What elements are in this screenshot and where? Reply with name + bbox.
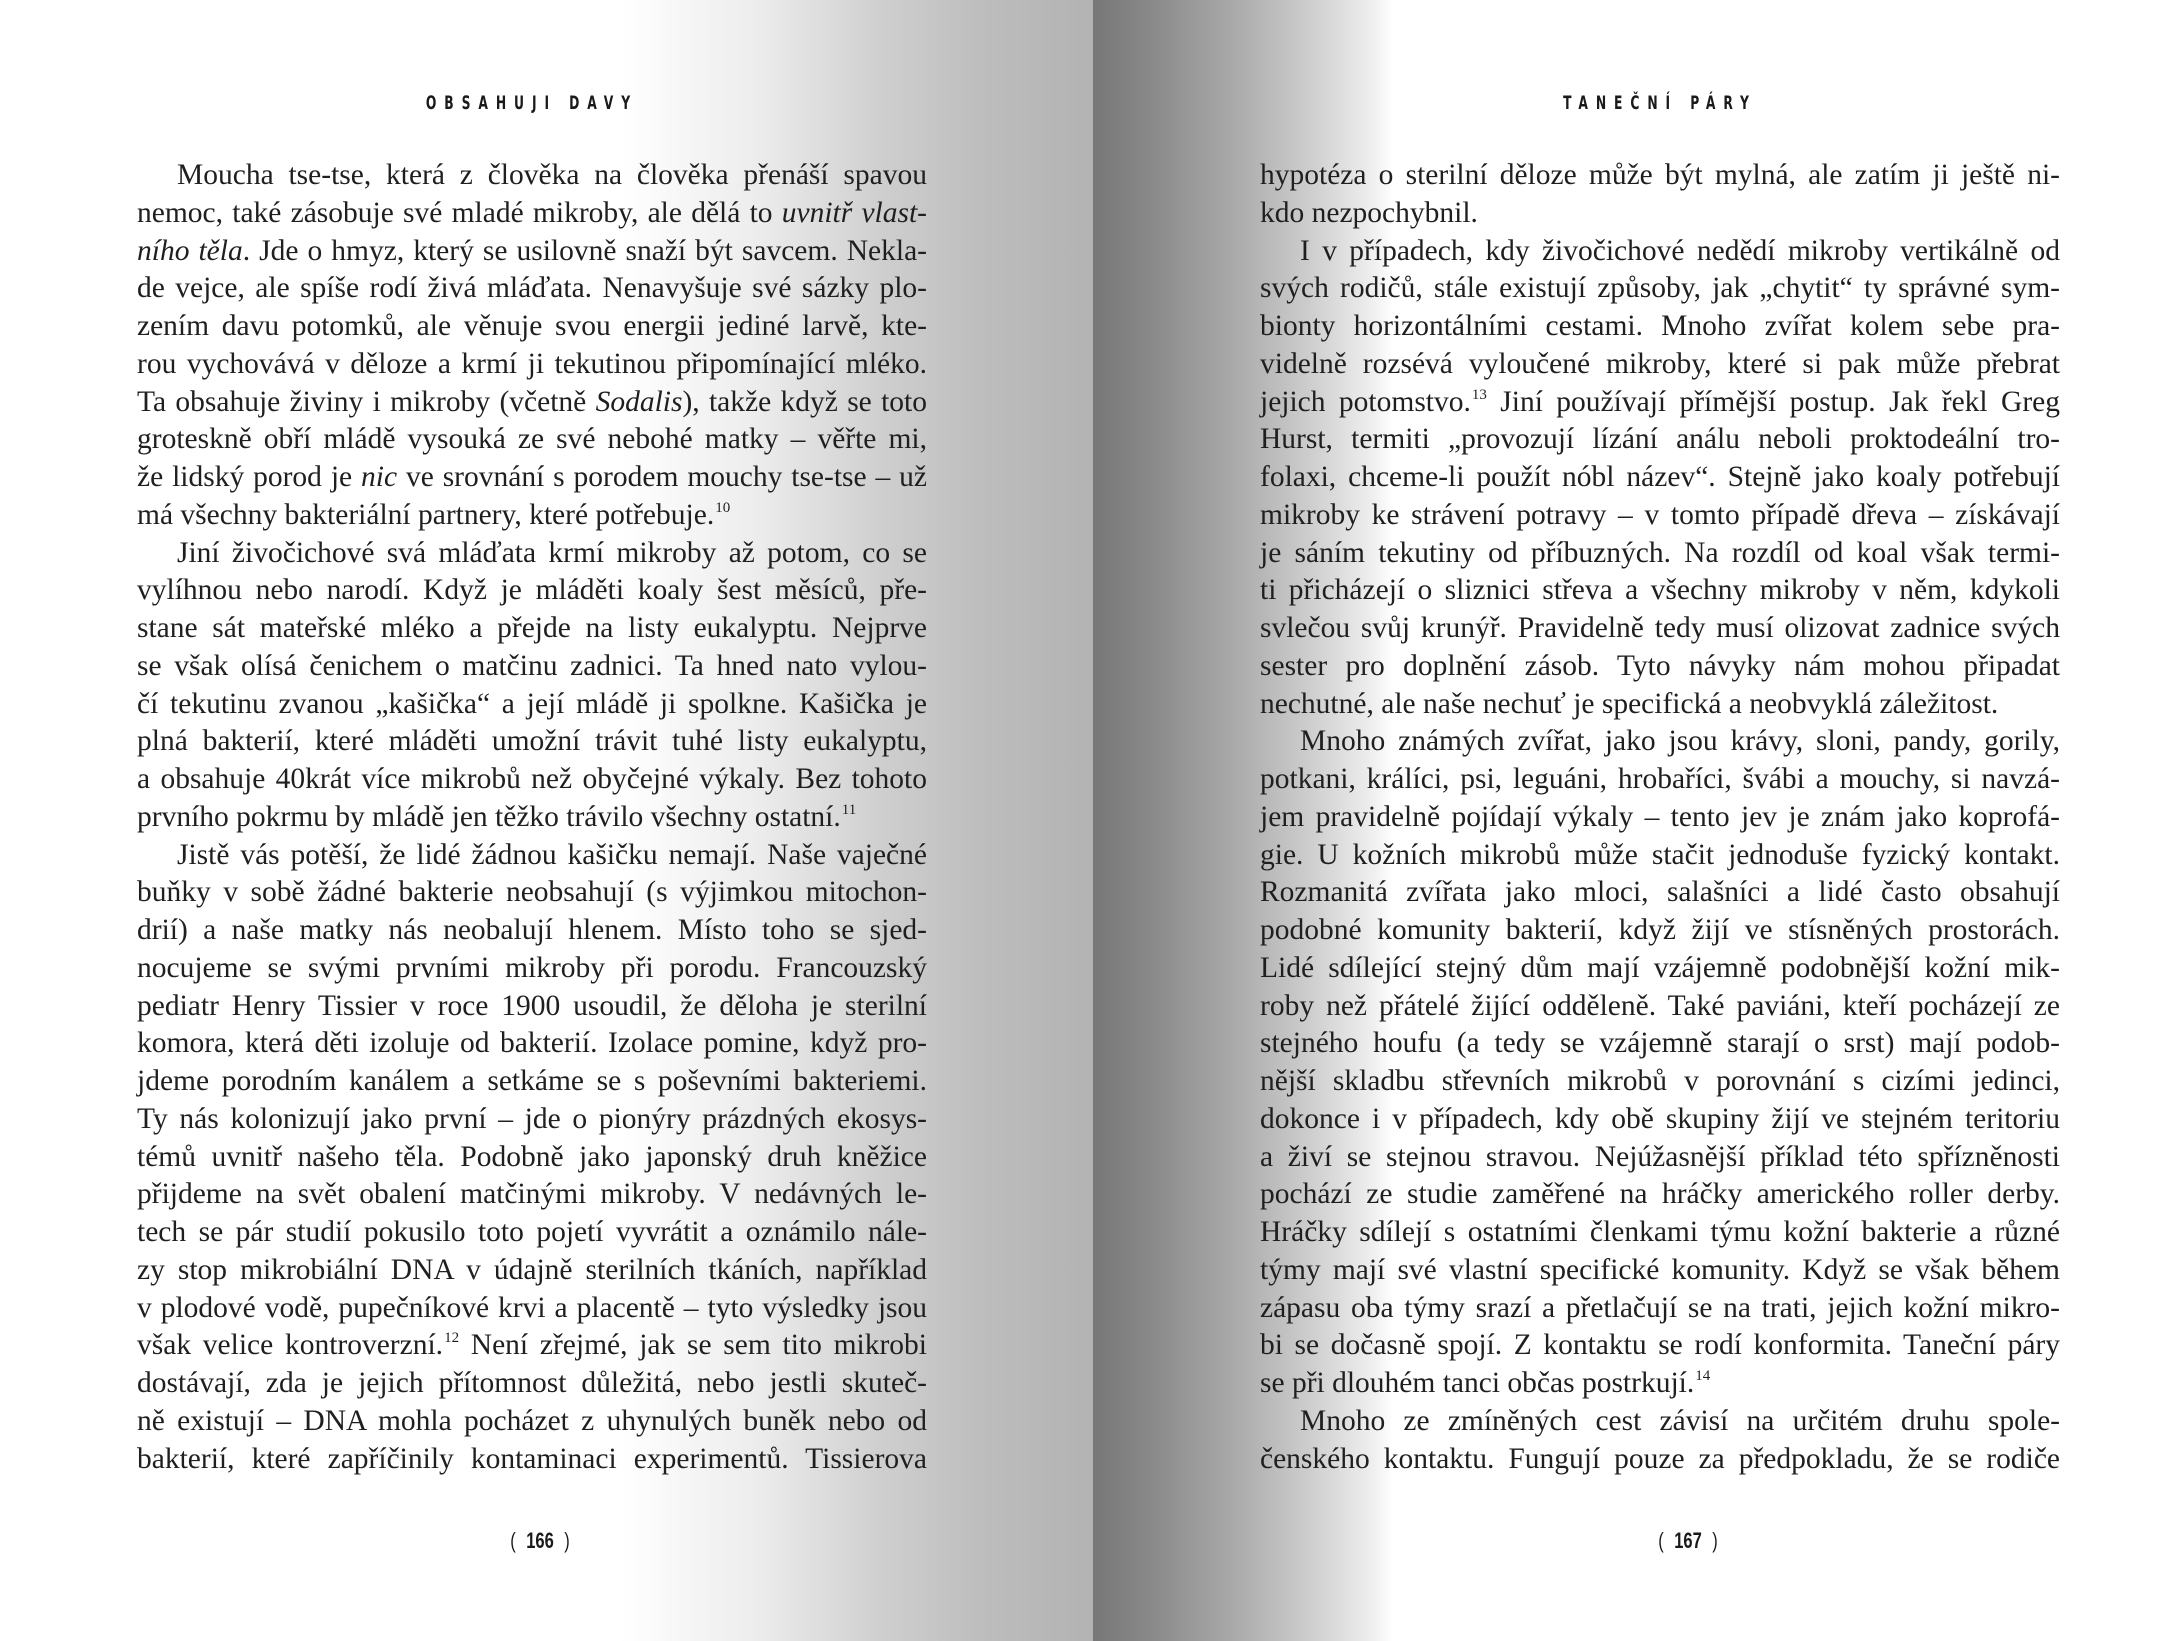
text-line: [1260, 1327, 2060, 1365]
text-segment: zením davu potomků, ale věnuje svou energii jediné larvě, kte-: [137, 310, 927, 342]
text-line: [137, 1403, 927, 1441]
text-segment: stejného houfu (a tedy se vzájemně starají o srst) mají podob-: [1260, 1027, 2060, 1060]
text-line: [137, 723, 927, 761]
text-segment: svých rodičů, stále existují způsoby, jak „chytit“ ty správné sym-: [1260, 272, 2060, 305]
text-segment: Ta obsahuje živiny i mikroby (včetně: [137, 385, 596, 418]
text-line: [1260, 1063, 2060, 1101]
text-segment: však velice kontroverzní.: [137, 1329, 444, 1362]
text-line: [137, 1025, 927, 1063]
running-head-left: OBSAHUJI DAVY: [425, 92, 639, 114]
text-segment: má všechny bakteriální partnery, které potřebuje.: [137, 498, 715, 531]
text-line: [137, 610, 927, 648]
footnote-ref: 10: [715, 499, 731, 516]
text-segment: folaxi, chceme-li použít nóbl název“. Stejně jako koaly potřebují: [1260, 461, 2060, 493]
text-segment: že lidský porod je: [137, 461, 362, 493]
text-segment: Jistě vás potěší, že lidé žádnou kašičku nemají. Naše vaječné: [177, 838, 927, 871]
text-segment: jdeme porodním kanálem a setkáme se s poševními bakteriemi.: [137, 1065, 927, 1097]
text-line: [137, 1063, 927, 1101]
text-segment: čí tekutinu zvanou „kašička“ a její mládě ji spolkne. Kašička je: [137, 687, 927, 720]
text-line: [137, 988, 927, 1026]
text-segment: kdo nezpochybnil.: [1260, 196, 1478, 229]
text-segment: Hráčky sdílejí s ostatními členkami týmu kožní bakterie a různé: [1260, 1216, 2060, 1248]
text-segment: Není zřejmé, jak se sem tito mikrobi: [459, 1329, 927, 1362]
text-line: [137, 308, 927, 346]
text-segment: Moucha tse-tse, která z člověka na člověka přenáší spavou: [177, 159, 927, 191]
text-line: [1260, 384, 2060, 422]
text-segment: svlečou svůj krunýř. Pravidelně tedy musí olizovat zadnice svých: [1260, 612, 2060, 644]
text-line: [137, 837, 927, 875]
text-segment: nechutné, ale naše nechuť je specifická a neobvyklá záležitost.: [1260, 687, 1999, 720]
text-segment: stane sát mateřské mléko a přejde na listy eukalyptu. Nejprve: [137, 612, 927, 644]
text-segment: nější skladbu střevních mikrobů v porovnání s cizími jedinci,: [1260, 1065, 2060, 1097]
text-segment: ), takže když se toto: [682, 385, 927, 418]
text-segment: dokonce i v případech, kdy obě skupiny žijí ve stejném teritoriu: [1260, 1102, 2060, 1135]
text-segment: videlně rozsévá vyloučené mikroby, které si pak může přebrat: [1260, 347, 2060, 380]
text-line: [1260, 837, 2060, 875]
text-line: [1260, 686, 2060, 724]
text-line: [1260, 1214, 2060, 1252]
italic-text: ního těla: [137, 234, 243, 267]
text-line: [137, 1327, 927, 1365]
text-line: [1260, 874, 2060, 912]
page-number-left: [465, 1528, 615, 1554]
text-segment: Ty nás kolonizují jako první – jde o pionýry prázdných ekosys-: [137, 1102, 927, 1135]
text-segment: vylíhnou nebo narodí. Když je mláděti koaly šest měsíců, pře-: [137, 574, 927, 607]
text-segment: zy stop mikrobiální DNA v údajně sterilních tkáních, například: [137, 1253, 927, 1286]
text-line: [137, 421, 927, 459]
text-line: [137, 1101, 927, 1139]
text-segment: hypotéza o sterilní děloze může být mylná, ale zatím ji ještě ni-: [1260, 159, 2060, 191]
text-segment: nemoc, také zásobuje své mladé mikroby, ale dělá to: [137, 196, 782, 229]
text-line: [1260, 1252, 2060, 1290]
text-line: [1260, 1290, 2060, 1328]
text-line: [1260, 497, 2060, 535]
italic-text: uvnitř vlast-: [781, 196, 927, 229]
text-segment: drií) a naše matky nás neobalují hlenem. Místo toho se sjed-: [137, 914, 927, 946]
text-line: [1260, 648, 2060, 686]
text-line: [137, 1252, 927, 1290]
text-line: [1260, 233, 2060, 271]
text-line: [1260, 610, 2060, 648]
text-line: [1260, 346, 2060, 384]
text-segment: čenského kontaktu. Fungují pouze za předpokladu, že se rodiče: [1260, 1442, 2060, 1475]
text-segment: groteskně obří mládě vysouká ze své nebohé matky – věřte mi,: [137, 423, 927, 456]
text-segment: roby než přátelé žijící odděleně. Také paviáni, kteří pocházejí ze: [1260, 989, 2060, 1022]
folio-bracket-close: ): [564, 1528, 570, 1553]
footnote-ref: 12: [444, 1330, 460, 1347]
text-segment: zápasu oba týmy srazí a přetlačují se na trati, jejich kožní mikro-: [1260, 1291, 2060, 1324]
text-line: [137, 233, 927, 271]
text-segment: Jiní živočichové svá mláďata krmí mikroby až potom, co se: [177, 536, 927, 569]
text-line: [137, 1139, 927, 1177]
text-segment: Mnoho známých zvířat, jako jsou krávy, sloni, pandy, gorily,: [1300, 725, 2060, 758]
text-segment: přijdeme na svět obalení matčinými mikroby. V nedávných le-: [137, 1178, 927, 1211]
text-line: [137, 1214, 927, 1252]
body-text-right: [1260, 157, 2060, 1478]
text-line: [1260, 195, 2060, 233]
body-text-left: [137, 157, 927, 1478]
text-segment: rou vychovává v děloze a krmí ji tekutinou připomínající mléko.: [137, 347, 927, 380]
folio-bracket-open: (: [510, 1528, 516, 1553]
text-line: [1260, 270, 2060, 308]
text-line: [137, 157, 927, 195]
text-line: [137, 648, 927, 686]
text-segment: týmy mají své vlastní specifické komunity. Když se však během: [1260, 1253, 2060, 1286]
footnote-ref: 13: [1471, 386, 1487, 403]
text-segment: témů uvnitř našeho těla. Podobně jako japonský druh kněžice: [137, 1140, 927, 1173]
text-line: [1260, 1441, 2060, 1479]
text-segment: ti přicházejí o sliznici střeva a všechny mikroby v něm, kdykoli: [1260, 574, 2060, 607]
text-line: [137, 1176, 927, 1214]
text-line: [137, 535, 927, 573]
text-line: [1260, 1403, 2060, 1441]
text-line: [137, 497, 927, 535]
text-line: [1260, 421, 2060, 459]
text-segment: jem pravidelně pojídají výkaly – tento jev je znám jako koprofá-: [1260, 800, 2060, 833]
text-segment: komora, která děti izoluje od bakterií. Izolace pomine, když pro-: [137, 1027, 927, 1060]
text-line: [1260, 572, 2060, 610]
text-line: [137, 459, 927, 497]
running-head-right: TANEČNÍ PÁRY: [1563, 92, 1757, 114]
text-line: [137, 950, 927, 988]
text-line: [1260, 912, 2060, 950]
text-segment: ve srovnání s porodem mouchy tse-tse – už: [397, 461, 927, 493]
text-line: [1260, 950, 2060, 988]
text-segment: Lidé sdílející stejný dům mají vzájemně podobnější kožní mik-: [1260, 951, 2060, 984]
text-line: [137, 270, 927, 308]
text-line: [1260, 459, 2060, 497]
text-line: [1260, 988, 2060, 1026]
text-line: [137, 912, 927, 950]
page-number-value: 166: [526, 1528, 554, 1553]
text-segment: . Jde o hmyz, který se usilovně snaží být savcem. Nekla-: [242, 234, 927, 267]
text-segment: a obsahuje 40krát více mikrobů než obyčejné výkaly. Bez tohoto: [137, 763, 927, 795]
text-line: [1260, 1101, 2060, 1139]
text-segment: v plodové vodě, pupečníkové krvi a placentě – tyto výsledky jsou: [137, 1291, 927, 1324]
text-segment: ně existují – DNA mohla pocházet z uhynulých buněk nebo od: [137, 1404, 927, 1437]
page-number-right: [1613, 1528, 1763, 1554]
text-segment: Mnoho ze zmíněných cest závisí na určitém druhu spole-: [1300, 1404, 2060, 1437]
text-line: [137, 874, 927, 912]
text-line: [137, 384, 927, 422]
right-page: [1093, 0, 2184, 1641]
text-line: [137, 686, 927, 724]
text-line: [137, 799, 927, 837]
folio-bracket-open: (: [1658, 1528, 1664, 1553]
text-segment: se však olísá čenichem o matčinu zadnici. Ta hned nato vylou-: [137, 649, 927, 682]
text-segment: pochází ze studie zaměřené na hráčky amerického roller derby.: [1260, 1178, 2060, 1211]
text-segment: se při dlouhém tanci občas postrkují.: [1260, 1367, 1695, 1399]
text-segment: gie. U kožních mikrobů může stačit jednoduše fyzický kontakt.: [1260, 838, 2060, 871]
footnote-ref: 14: [1695, 1368, 1711, 1384]
text-segment: tech se pár studií pokusilo toto pojetí vyvrátit a oznámilo nále-: [137, 1216, 927, 1248]
text-segment: de vejce, ale spíše rodí živá mláďata. Nenavyšuje své sázky plo-: [137, 272, 927, 305]
text-segment: Hurst, termiti „provozují lízání análu neboli proktodeální tro-: [1260, 423, 2060, 456]
text-segment: plná bakterií, které mláděti umožní trávit tuhé listy eukalyptu,: [137, 725, 927, 758]
text-line: [137, 195, 927, 233]
text-line: [137, 761, 927, 799]
text-line: [1260, 1025, 2060, 1063]
italic-text: nic: [361, 461, 398, 493]
text-line: [137, 1441, 927, 1479]
text-line: [137, 1290, 927, 1328]
text-segment: Jiní používají přímější postup. Jak řekl Greg: [1486, 385, 2060, 418]
text-segment: nocujeme se svými prvními mikroby při porodu. Francouzský: [137, 951, 927, 984]
text-segment: bi se dočasně spojí. Z kontaktu se rodí konformita. Taneční páry: [1260, 1329, 2060, 1362]
text-line: [1260, 157, 2060, 195]
text-segment: prvního pokrmu by mládě jen těžko trávilo všechny ostatní.: [137, 800, 841, 833]
text-segment: jejich potomstvo.: [1260, 385, 1471, 418]
text-segment: je sáním tekutiny od příbuzných. Na rozdíl od koal však termi-: [1260, 536, 2060, 569]
text-line: [1260, 1365, 2060, 1403]
text-segment: bionty horizontálními cestami. Mnoho zvířat kolem sebe pra-: [1260, 310, 2060, 342]
text-segment: mikroby ke strávení potravy – v tomto případě dřeva – získávají: [1260, 498, 2060, 531]
text-line: [1260, 308, 2060, 346]
text-line: [1260, 1176, 2060, 1214]
text-line: [1260, 761, 2060, 799]
text-segment: Rozmanitá zvířata jako mloci, salašníci a lidé často obsahují: [1260, 876, 2060, 909]
text-line: [137, 346, 927, 384]
text-line: [1260, 799, 2060, 837]
text-segment: dostávají, zda je jejich přítomnost důležitá, nebo jestli skuteč-: [137, 1367, 927, 1399]
footnote-ref: 11: [841, 801, 857, 818]
text-segment: I v případech, kdy živočichové nedědí mikroby vertikálně od: [1300, 234, 2060, 267]
text-segment: bakterií, které zapříčinily kontaminaci experimentů. Tissierova: [137, 1442, 927, 1475]
folio-bracket-close: ): [1712, 1528, 1718, 1553]
page-number-value: 167: [1674, 1528, 1702, 1553]
text-line: [1260, 723, 2060, 761]
text-line: [1260, 535, 2060, 573]
text-line: [1260, 1139, 2060, 1177]
text-segment: podobné komunity bakterií, když žijí ve stísněných prostorách.: [1260, 914, 2060, 946]
text-line: [137, 1365, 927, 1403]
text-line: [137, 572, 927, 610]
text-segment: pediatr Henry Tissier v roce 1900 usoudil, že děloha je sterilní: [137, 989, 927, 1022]
text-segment: sester pro doplnění zásob. Tyto návyky nám mohou připadat: [1260, 649, 2060, 682]
text-segment: a živí se stejnou stravou. Nejúžasnější příklad této spřízněnosti: [1260, 1140, 2060, 1173]
text-segment: buňky v sobě žádné bakterie neobsahují (s výjimkou mitochon-: [137, 876, 927, 909]
text-segment: potkani, králíci, psi, leguáni, hrobaříci, švábi a mouchy, si navzá-: [1260, 763, 2060, 795]
italic-text: Sodalis: [595, 385, 683, 418]
